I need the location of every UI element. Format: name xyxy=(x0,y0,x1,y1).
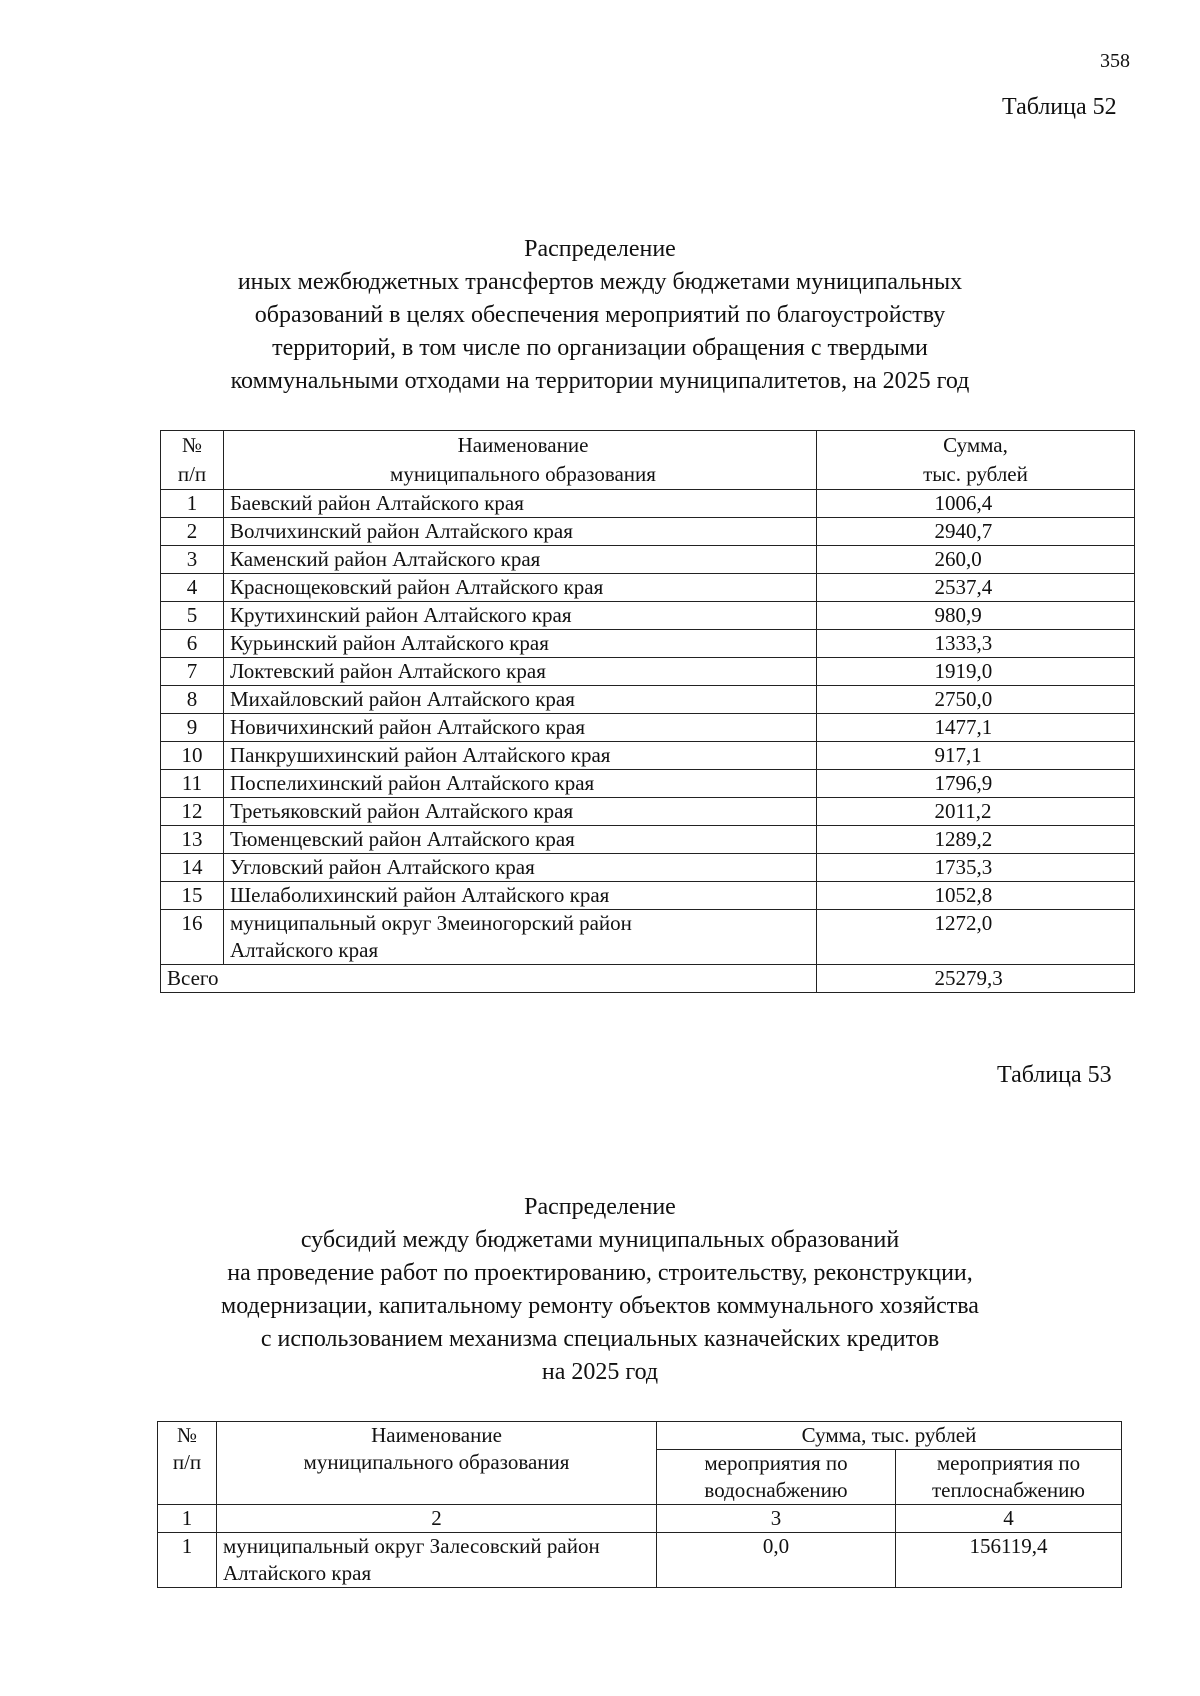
heading-line: на 2025 год xyxy=(541,1359,659,1385)
header-sum xyxy=(817,431,1135,490)
row-sum xyxy=(817,686,1135,714)
table-52 xyxy=(160,430,1135,993)
row-sum-value: 1333,3 xyxy=(934,631,993,655)
row-sum-value: 2940,7 xyxy=(934,519,993,543)
table-row xyxy=(161,910,1135,965)
table-52-label: Таблица 52 xyxy=(1002,94,1117,120)
row-sum-value: 1006,4 xyxy=(934,491,993,515)
row-sum-value: 1289,2 xyxy=(934,827,993,851)
row-num: 5 xyxy=(161,602,224,630)
table-52-heading xyxy=(100,233,1100,398)
row-sum-value: 260,0 xyxy=(934,547,982,571)
header-text: п/п xyxy=(177,462,207,486)
table-row xyxy=(161,882,1135,910)
table-row xyxy=(161,490,1135,518)
header-num xyxy=(161,431,224,490)
row-sum-value: 2011,2 xyxy=(934,799,992,823)
total-sum-value: 25279,3 xyxy=(934,966,1003,990)
table-53-heading xyxy=(100,1191,1100,1389)
table-row xyxy=(161,770,1135,798)
row-name: Каменский район Алтайского края xyxy=(224,546,817,574)
row-sum-value: 1477,1 xyxy=(934,715,993,739)
row-sum-value: 1272,0 xyxy=(934,911,993,935)
table-row xyxy=(161,742,1135,770)
header-text: муниципального образования xyxy=(303,1450,570,1474)
table-row xyxy=(161,658,1135,686)
row-name: Крутихинский район Алтайского края xyxy=(224,602,817,630)
row-name: Новичихинский район Алтайского края xyxy=(224,714,817,742)
row-name: Тюменцевский район Алтайского края xyxy=(224,826,817,854)
row-sum xyxy=(817,574,1135,602)
row-name xyxy=(217,1533,657,1588)
header-text: Наименование xyxy=(457,433,589,457)
header-text: муниципального образования xyxy=(390,462,656,486)
row-sum-value: 917,1 xyxy=(934,743,982,767)
row-sum xyxy=(817,630,1135,658)
table-row xyxy=(161,518,1135,546)
total-sum xyxy=(817,965,1135,993)
column-number: 1 xyxy=(158,1505,217,1533)
row-name: Краснощековский район Алтайского края xyxy=(224,574,817,602)
row-name-line: Алтайского края xyxy=(230,938,379,962)
row-num: 12 xyxy=(161,798,224,826)
table-row xyxy=(161,546,1135,574)
header-water xyxy=(657,1450,896,1505)
header-text: п/п xyxy=(172,1450,202,1474)
header-heat xyxy=(896,1450,1122,1505)
row-sum xyxy=(817,798,1135,826)
table-header-row xyxy=(158,1422,1122,1450)
header-text: тыс. рублей xyxy=(923,462,1028,486)
table-row xyxy=(158,1533,1122,1588)
table-row xyxy=(161,574,1135,602)
row-sum-value: 2750,0 xyxy=(934,687,993,711)
header-text: мероприятия по xyxy=(704,1451,848,1475)
row-sum xyxy=(817,910,1135,965)
header-text: Наименование xyxy=(371,1423,502,1447)
row-sum xyxy=(817,490,1135,518)
row-name-line: муниципальный округ Змеиногорский район xyxy=(230,911,632,935)
header-name xyxy=(217,1422,657,1505)
table-53-label: Таблица 53 xyxy=(997,1062,1112,1088)
row-num: 8 xyxy=(161,686,224,714)
header-sum-group: Сумма, тыс. рублей xyxy=(657,1422,1122,1450)
heading-line: с использованием механизма специальных казначейских кредитов xyxy=(260,1326,940,1352)
row-num: 9 xyxy=(161,714,224,742)
table-header-row xyxy=(161,431,1135,490)
row-num: 11 xyxy=(161,770,224,798)
column-number-row xyxy=(158,1505,1122,1533)
row-name: Курьинский район Алтайского края xyxy=(224,630,817,658)
row-name: Михайловский район Алтайского края xyxy=(224,686,817,714)
header-text: водоснабжению xyxy=(704,1478,848,1502)
row-name: Угловский район Алтайского края xyxy=(224,854,817,882)
row-sum xyxy=(817,882,1135,910)
row-sum xyxy=(817,546,1135,574)
row-name: Локтевский район Алтайского края xyxy=(224,658,817,686)
header-num xyxy=(158,1422,217,1505)
row-name: Третьяковский район Алтайского края xyxy=(224,798,817,826)
heading-line: на проведение работ по проектированию, строительству, реконструкции, xyxy=(227,1260,973,1286)
column-number: 4 xyxy=(896,1505,1122,1533)
row-num: 1 xyxy=(161,490,224,518)
heading-line: субсидий между бюджетами муниципальных образований xyxy=(300,1227,900,1253)
heading-line: коммунальными отходами на территории муниципалитетов, на 2025 год xyxy=(230,368,970,394)
heading-line: модернизации, капитальному ремонту объектов коммунального хозяйства xyxy=(221,1293,979,1319)
row-num: 13 xyxy=(161,826,224,854)
row-sum xyxy=(817,854,1135,882)
row-name: Шелаболихинский район Алтайского края xyxy=(224,882,817,910)
header-text: мероприятия по xyxy=(936,1451,1081,1475)
row-sum-value: 980,9 xyxy=(934,603,982,627)
row-name-line: Алтайского края xyxy=(223,1561,372,1585)
row-name: Поспелихинский район Алтайского края xyxy=(224,770,817,798)
row-sum xyxy=(817,658,1135,686)
row-num: 7 xyxy=(161,658,224,686)
row-sum xyxy=(817,742,1135,770)
row-sum xyxy=(817,714,1135,742)
table-row xyxy=(161,602,1135,630)
row-num: 15 xyxy=(161,882,224,910)
heading-line: Распределение xyxy=(524,1194,676,1220)
row-water: 0,0 xyxy=(657,1533,896,1588)
row-sum-value: 1052,8 xyxy=(934,883,993,907)
table-row xyxy=(161,630,1135,658)
row-name: Панкрушихинский район Алтайского края xyxy=(224,742,817,770)
table-53 xyxy=(157,1421,1122,1588)
row-sum xyxy=(817,826,1135,854)
table-row xyxy=(161,826,1135,854)
row-num: 3 xyxy=(161,546,224,574)
row-heat: 156119,4 xyxy=(896,1533,1122,1588)
header-text: Сумма, xyxy=(943,433,1008,457)
header-text: теплоснабжению xyxy=(932,1478,1085,1502)
row-name: Баевский район Алтайского края xyxy=(224,490,817,518)
table-row xyxy=(161,714,1135,742)
heading-line: территорий, в том числе по организации обращения с твердыми xyxy=(272,335,928,361)
total-row xyxy=(161,965,1135,993)
row-sum-value: 1919,0 xyxy=(934,659,993,683)
row-num: 2 xyxy=(161,518,224,546)
row-sum xyxy=(817,770,1135,798)
row-num: 1 xyxy=(158,1533,217,1588)
row-num: 4 xyxy=(161,574,224,602)
header-name xyxy=(224,431,817,490)
page-number: 358 xyxy=(1100,50,1130,72)
row-num: 10 xyxy=(161,742,224,770)
row-name-line: муниципальный округ Залесовский район xyxy=(223,1534,600,1558)
table-row xyxy=(161,854,1135,882)
row-sum xyxy=(817,518,1135,546)
row-sum xyxy=(817,602,1135,630)
column-number: 2 xyxy=(217,1505,657,1533)
table-row xyxy=(161,798,1135,826)
total-label: Всего xyxy=(161,965,817,993)
row-name xyxy=(224,910,817,965)
column-number: 3 xyxy=(657,1505,896,1533)
row-num: 6 xyxy=(161,630,224,658)
row-name: Волчихинский район Алтайского края xyxy=(224,518,817,546)
header-text: № xyxy=(181,433,203,457)
heading-line: иных межбюджетных трансфертов между бюджетами муниципальных xyxy=(237,269,963,295)
header-text: № xyxy=(176,1423,198,1447)
heading-line: Распределение xyxy=(524,236,676,262)
table-row xyxy=(161,686,1135,714)
heading-line: образований в целях обеспечения мероприятий по благоустройству xyxy=(254,302,946,328)
row-num: 14 xyxy=(161,854,224,882)
row-sum-value: 1735,3 xyxy=(934,855,993,879)
row-sum-value: 2537,4 xyxy=(934,575,993,599)
row-sum-value: 1796,9 xyxy=(934,771,993,795)
row-num: 16 xyxy=(161,910,224,965)
